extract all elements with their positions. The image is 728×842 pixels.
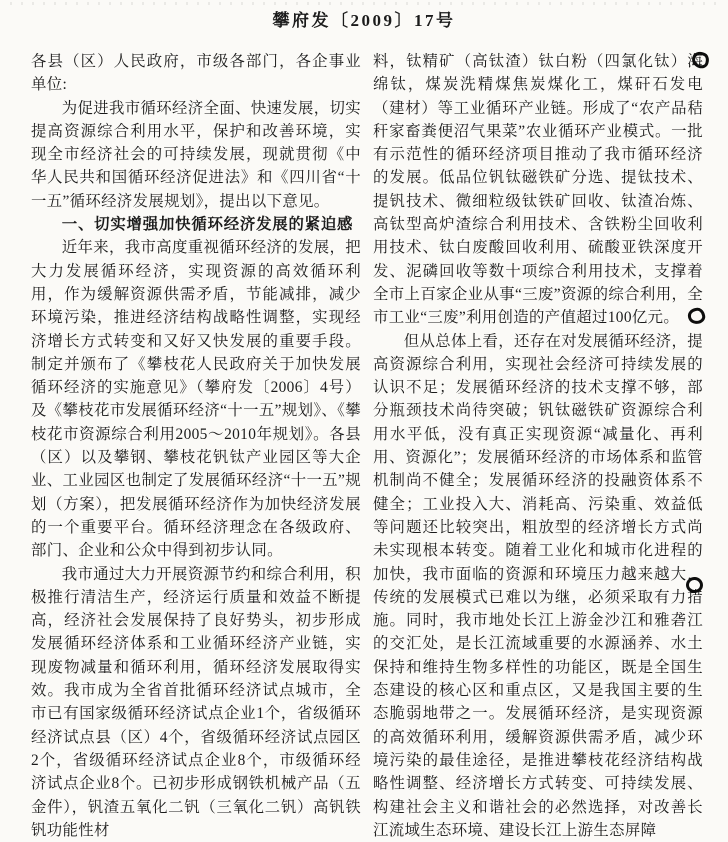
document-body bbox=[31, 50, 703, 842]
paragraph: 但从总体上看，还存在对发展循环经济，提高资源综合利用，实现社会经济可持续发展的认识不足；发展循环经济的技术支撑不够，部分瓶颈技术尚待突破；钒钛磁铁矿资源综合利用水平低，没有真正实现资源“减量化、再利用、资源化”；发展循环经济的市场体系和监管机制尚不健全；发展循环经济的投融资体系不健全；工业投入大、消耗高、污染重、效益低等问题还比较突出，粗放型的经济增长方式尚未实现根本转变。随着工业化和城市化进程的加快，我市面临的资源和环境压力越来越大，传统的发展模式已难以为继，必须采取有力措施。同时，我市地处长江上游金沙江和雅砻江的交汇处，是长江流域重要的水源涵养、水土保持和维持生物多样性的功能区，既是全国生态建设的核心区和重点区，又是我国主要的生态脆弱地带之一。发展循环经济，是实现资源的高效循环利用，缓解资源供需矛盾，减少环境污染的最佳途径，是推进攀枝花经济结构战略性调整、经济增长方式转变、可持续发展、构建社会主义和谐社会的必然选择，对改善长江流域生态环境、建设长江上游生态屏障 bbox=[373, 332, 703, 839]
section-heading: 一、切实增强加快循环经济发展的紧迫感 bbox=[61, 216, 354, 234]
paragraph: 各县（区）人民政府，市级各部门，各企事业单位: bbox=[31, 53, 361, 94]
left-text-column bbox=[31, 50, 361, 842]
paragraph: 近年来，我市高度重视循环经济的发展，把大力发展循环经济，实现资源的高效循环利用，作为缓解资源供需矛盾，节能减排，减少环境污染，推进经济结构战略性调整，实现经济增长方式转变和又好又快发展的重要手段。制定并颁布了《攀枝花人民政府关于加快发展循环经济的实施意见》（攀府发〔2006〕4号）及《攀枝花市发展循环经济“十一五”规划》、《攀枝花市资源综合利用2005～2010年规划》。各县（区）以及攀钢、攀枝花钒钛产业园区等大企业、工业园区也制定了发展循环经济“十一五”规划（方案），把发展循环经济作为加快经济发展的一个重要平台。循环经济理念在各级政府、部门、企业和公众中得到初步认同。 bbox=[31, 239, 361, 560]
document-number: 攀府发〔2009〕17号 bbox=[272, 11, 456, 30]
paragraph: 我市通过大力开展资源节约和综合利用，积极推行清洁生产，经济运行质量和效益不断提高，经济社会发展保持了良好势头，初步形成发展循环经济体系和工业循环经济产业链，实现废物减量和循环利用，循环经济发展取得实效。我市成为全省首批循环经济试点城市，全市已有国家级循环经济试点企业1个，省级循环经济试点县（区）4个，省级循环经济试点园区2个，省级循环经济试点企业8个，市级循环经济试点企业8个。已初步形成钢铁机械产品（五金件），钒渣五氧化二钒（三氧化二钒）高钒铁钒功能性材 bbox=[31, 565, 361, 839]
paragraph: 料，钛精矿（高钛渣）钛白粉（四氯化钛）海绵钛，煤炭洗精煤焦炭煤化工，煤矸石发电（建材）等工业循环产业链。形成了“农产品秸秆家畜粪便沼气果菜”农业循环产业模式。一批有示范性的循环经济项目推动了我市循环经济的发展。低品位钒钛磁铁矿分选、提钛技术、提钒技术、微细粒级钛铁矿回收、钛渣冶炼、高钛型高炉渣综合利用技术、含铁粉尘回收利用技术、钛白废酸回收利用、硫酸亚铁深度开发、泥磷回收等数十项综合利用技术，支撑着全市上百家企业从事“三废”资源的综合利用，全市工业“三废”利用创造的产值超过100亿元。 bbox=[373, 53, 703, 327]
paragraph: 为促进我市循环经济全面、快速发展，切实提高资源综合利用水平，保护和改善环境，实现全市经济社会的可持续发展，现就贯彻《中华人民共和国循环经济促进法》和《四川省“十一五”循环经济发展规划》，提出以下意见。 bbox=[31, 99, 361, 210]
right-text-column bbox=[373, 50, 703, 842]
scan-edge-noise bbox=[10, 2, 718, 5]
